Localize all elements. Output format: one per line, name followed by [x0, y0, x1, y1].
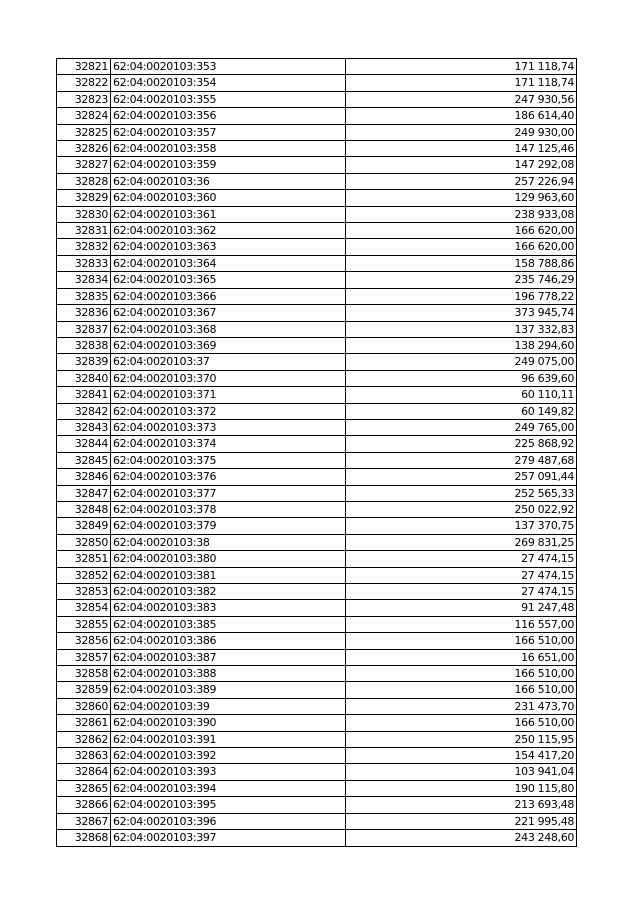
cadastral-number-cell: 62:04:0020103:361	[111, 206, 346, 222]
cadastral-number-cell: 62:04:0020103:383	[111, 600, 346, 616]
cadastral-value-cell: 249 765,00	[346, 419, 577, 435]
cadastral-number-cell: 62:04:0020103:367	[111, 305, 346, 321]
table-row	[57, 485, 577, 501]
cadastral-number-cell: 62:04:0020103:376	[111, 469, 346, 485]
row-number-cell: 32827	[57, 157, 111, 173]
row-number-cell: 32822	[57, 75, 111, 91]
cadastral-value-cell: 250 115,95	[346, 731, 577, 747]
cadastral-value-cell: 221 995,48	[346, 813, 577, 829]
row-number-cell: 32830	[57, 206, 111, 222]
cadastral-value-cell: 27 474,15	[346, 567, 577, 583]
cadastral-number-cell: 62:04:0020103:374	[111, 436, 346, 452]
cadastral-number-cell: 62:04:0020103:392	[111, 748, 346, 764]
table-row	[57, 518, 577, 534]
cadastral-value-cell: 16 651,00	[346, 649, 577, 665]
cadastral-number-cell: 62:04:0020103:385	[111, 616, 346, 632]
cadastral-value-cell: 252 565,33	[346, 485, 577, 501]
row-number-cell: 32860	[57, 698, 111, 714]
table-row	[57, 419, 577, 435]
row-number-cell: 32824	[57, 108, 111, 124]
table-body	[57, 59, 577, 847]
cadastral-number-cell: 62:04:0020103:38	[111, 534, 346, 550]
cadastral-number-cell: 62:04:0020103:371	[111, 387, 346, 403]
row-number-cell: 32856	[57, 633, 111, 649]
row-number-cell: 32858	[57, 666, 111, 682]
cadastral-number-cell: 62:04:0020103:355	[111, 91, 346, 107]
table-row	[57, 272, 577, 288]
cadastral-value-cell: 166 620,00	[346, 223, 577, 239]
row-number-cell: 32823	[57, 91, 111, 107]
row-number-cell: 32864	[57, 764, 111, 780]
cadastral-value-table	[56, 58, 577, 847]
table-row	[57, 731, 577, 747]
row-number-cell: 32839	[57, 354, 111, 370]
row-number-cell: 32825	[57, 124, 111, 140]
cadastral-number-cell: 62:04:0020103:362	[111, 223, 346, 239]
cadastral-value-cell: 137 370,75	[346, 518, 577, 534]
cadastral-value-cell: 166 510,00	[346, 633, 577, 649]
table-row	[57, 255, 577, 271]
cadastral-value-cell: 257 091,44	[346, 469, 577, 485]
cadastral-number-cell: 62:04:0020103:397	[111, 830, 346, 846]
cadastral-number-cell: 62:04:0020103:357	[111, 124, 346, 140]
row-number-cell: 32832	[57, 239, 111, 255]
cadastral-number-cell: 62:04:0020103:382	[111, 584, 346, 600]
row-number-cell: 32838	[57, 337, 111, 353]
cadastral-value-cell: 225 868,92	[346, 436, 577, 452]
row-number-cell: 32862	[57, 731, 111, 747]
cadastral-number-cell: 62:04:0020103:396	[111, 813, 346, 829]
cadastral-number-cell: 62:04:0020103:391	[111, 731, 346, 747]
table-row	[57, 403, 577, 419]
table-row	[57, 797, 577, 813]
table-row	[57, 370, 577, 386]
table-row	[57, 584, 577, 600]
cadastral-number-cell: 62:04:0020103:369	[111, 337, 346, 353]
table-row	[57, 551, 577, 567]
cadastral-number-cell: 62:04:0020103:388	[111, 666, 346, 682]
cadastral-value-cell: 247 930,56	[346, 91, 577, 107]
cadastral-number-cell: 62:04:0020103:393	[111, 764, 346, 780]
cadastral-value-cell: 60 110,11	[346, 387, 577, 403]
cadastral-value-cell: 116 557,00	[346, 616, 577, 632]
cadastral-number-cell: 62:04:0020103:375	[111, 452, 346, 468]
cadastral-value-cell: 250 022,92	[346, 501, 577, 517]
table-row	[57, 616, 577, 632]
row-number-cell: 32851	[57, 551, 111, 567]
cadastral-value-cell: 103 941,04	[346, 764, 577, 780]
table-row	[57, 501, 577, 517]
cadastral-number-cell: 62:04:0020103:373	[111, 419, 346, 435]
table-row	[57, 239, 577, 255]
row-number-cell: 32859	[57, 682, 111, 698]
table-row	[57, 666, 577, 682]
cadastral-value-cell: 166 620,00	[346, 239, 577, 255]
cadastral-number-cell: 62:04:0020103:354	[111, 75, 346, 91]
cadastral-number-cell: 62:04:0020103:353	[111, 59, 346, 75]
row-number-cell: 32836	[57, 305, 111, 321]
row-number-cell: 32826	[57, 141, 111, 157]
table-row	[57, 288, 577, 304]
cadastral-value-cell: 91 247,48	[346, 600, 577, 616]
cadastral-value-cell: 257 226,94	[346, 173, 577, 189]
cadastral-value-cell: 60 149,82	[346, 403, 577, 419]
row-number-cell: 32845	[57, 452, 111, 468]
cadastral-value-cell: 137 332,83	[346, 321, 577, 337]
table-row	[57, 173, 577, 189]
table-row	[57, 452, 577, 468]
row-number-cell: 32846	[57, 469, 111, 485]
table-row	[57, 59, 577, 75]
row-number-cell: 32837	[57, 321, 111, 337]
row-number-cell: 32829	[57, 190, 111, 206]
table-row	[57, 567, 577, 583]
cadastral-value-cell: 243 248,60	[346, 830, 577, 846]
cadastral-number-cell: 62:04:0020103:387	[111, 649, 346, 665]
cadastral-value-cell: 190 115,80	[346, 780, 577, 796]
cadastral-number-cell: 62:04:0020103:395	[111, 797, 346, 813]
cadastral-value-cell: 154 417,20	[346, 748, 577, 764]
row-number-cell: 32828	[57, 173, 111, 189]
cadastral-value-cell: 249 075,00	[346, 354, 577, 370]
cadastral-value-cell: 171 118,74	[346, 59, 577, 75]
row-number-cell: 32849	[57, 518, 111, 534]
table-row	[57, 321, 577, 337]
table-row	[57, 600, 577, 616]
cadastral-number-cell: 62:04:0020103:381	[111, 567, 346, 583]
cadastral-value-cell: 147 292,08	[346, 157, 577, 173]
cadastral-value-cell: 213 693,48	[346, 797, 577, 813]
table-row	[57, 157, 577, 173]
cadastral-number-cell: 62:04:0020103:365	[111, 272, 346, 288]
cadastral-value-cell: 166 510,00	[346, 682, 577, 698]
cadastral-value-cell: 129 963,60	[346, 190, 577, 206]
cadastral-value-cell: 373 945,74	[346, 305, 577, 321]
row-number-cell: 32840	[57, 370, 111, 386]
row-number-cell: 32841	[57, 387, 111, 403]
row-number-cell: 32831	[57, 223, 111, 239]
cadastral-value-cell: 166 510,00	[346, 666, 577, 682]
cadastral-value-cell: 186 614,40	[346, 108, 577, 124]
row-number-cell: 32853	[57, 584, 111, 600]
table-row	[57, 75, 577, 91]
table-row	[57, 534, 577, 550]
cadastral-number-cell: 62:04:0020103:370	[111, 370, 346, 386]
cadastral-value-cell: 171 118,74	[346, 75, 577, 91]
cadastral-value-cell: 147 125,46	[346, 141, 577, 157]
cadastral-number-cell: 62:04:0020103:37	[111, 354, 346, 370]
table-row	[57, 337, 577, 353]
cadastral-value-cell: 196 778,22	[346, 288, 577, 304]
cadastral-number-cell: 62:04:0020103:360	[111, 190, 346, 206]
cadastral-number-cell: 62:04:0020103:356	[111, 108, 346, 124]
cadastral-value-cell: 249 930,00	[346, 124, 577, 140]
row-number-cell: 32835	[57, 288, 111, 304]
cadastral-value-cell: 231 473,70	[346, 698, 577, 714]
row-number-cell: 32850	[57, 534, 111, 550]
table-row	[57, 436, 577, 452]
cadastral-value-cell: 27 474,15	[346, 584, 577, 600]
table-row	[57, 780, 577, 796]
cadastral-number-cell: 62:04:0020103:377	[111, 485, 346, 501]
row-number-cell: 32857	[57, 649, 111, 665]
cadastral-value-cell: 158 788,86	[346, 255, 577, 271]
cadastral-value-cell: 238 933,08	[346, 206, 577, 222]
table-row	[57, 813, 577, 829]
table-row	[57, 830, 577, 846]
table-row	[57, 649, 577, 665]
row-number-cell: 32866	[57, 797, 111, 813]
cadastral-number-cell: 62:04:0020103:36	[111, 173, 346, 189]
cadastral-number-cell: 62:04:0020103:380	[111, 551, 346, 567]
row-number-cell: 32834	[57, 272, 111, 288]
row-number-cell: 32848	[57, 501, 111, 517]
table-row	[57, 206, 577, 222]
table-row	[57, 190, 577, 206]
row-number-cell: 32844	[57, 436, 111, 452]
table-row	[57, 223, 577, 239]
table-row	[57, 748, 577, 764]
table-row	[57, 682, 577, 698]
cadastral-number-cell: 62:04:0020103:378	[111, 501, 346, 517]
table-row	[57, 141, 577, 157]
cadastral-number-cell: 62:04:0020103:364	[111, 255, 346, 271]
cadastral-number-cell: 62:04:0020103:39	[111, 698, 346, 714]
row-number-cell: 32861	[57, 715, 111, 731]
cadastral-number-cell: 62:04:0020103:358	[111, 141, 346, 157]
cadastral-number-cell: 62:04:0020103:394	[111, 780, 346, 796]
cadastral-value-cell: 138 294,60	[346, 337, 577, 353]
row-number-cell: 32854	[57, 600, 111, 616]
cadastral-value-cell: 279 487,68	[346, 452, 577, 468]
cadastral-value-cell: 235 746,29	[346, 272, 577, 288]
row-number-cell: 32865	[57, 780, 111, 796]
table-row	[57, 633, 577, 649]
row-number-cell: 32843	[57, 419, 111, 435]
cadastral-number-cell: 62:04:0020103:359	[111, 157, 346, 173]
cadastral-number-cell: 62:04:0020103:390	[111, 715, 346, 731]
table-row	[57, 91, 577, 107]
row-number-cell: 32868	[57, 830, 111, 846]
table-row	[57, 305, 577, 321]
cadastral-value-cell: 269 831,25	[346, 534, 577, 550]
cadastral-number-cell: 62:04:0020103:379	[111, 518, 346, 534]
row-number-cell: 32833	[57, 255, 111, 271]
table-row	[57, 764, 577, 780]
cadastral-number-cell: 62:04:0020103:389	[111, 682, 346, 698]
cadastral-number-cell: 62:04:0020103:386	[111, 633, 346, 649]
row-number-cell: 32847	[57, 485, 111, 501]
table-row	[57, 387, 577, 403]
row-number-cell: 32821	[57, 59, 111, 75]
cadastral-number-cell: 62:04:0020103:363	[111, 239, 346, 255]
row-number-cell: 32855	[57, 616, 111, 632]
table-row	[57, 469, 577, 485]
table-row	[57, 698, 577, 714]
cadastral-value-cell: 27 474,15	[346, 551, 577, 567]
cadastral-number-cell: 62:04:0020103:368	[111, 321, 346, 337]
cadastral-number-cell: 62:04:0020103:372	[111, 403, 346, 419]
cadastral-value-cell: 96 639,60	[346, 370, 577, 386]
table-row	[57, 354, 577, 370]
table-row	[57, 124, 577, 140]
row-number-cell: 32842	[57, 403, 111, 419]
cadastral-number-cell: 62:04:0020103:366	[111, 288, 346, 304]
cadastral-value-cell: 166 510,00	[346, 715, 577, 731]
row-number-cell: 32867	[57, 813, 111, 829]
row-number-cell: 32852	[57, 567, 111, 583]
table-row	[57, 108, 577, 124]
table-row	[57, 715, 577, 731]
row-number-cell: 32863	[57, 748, 111, 764]
document-page	[56, 58, 577, 847]
